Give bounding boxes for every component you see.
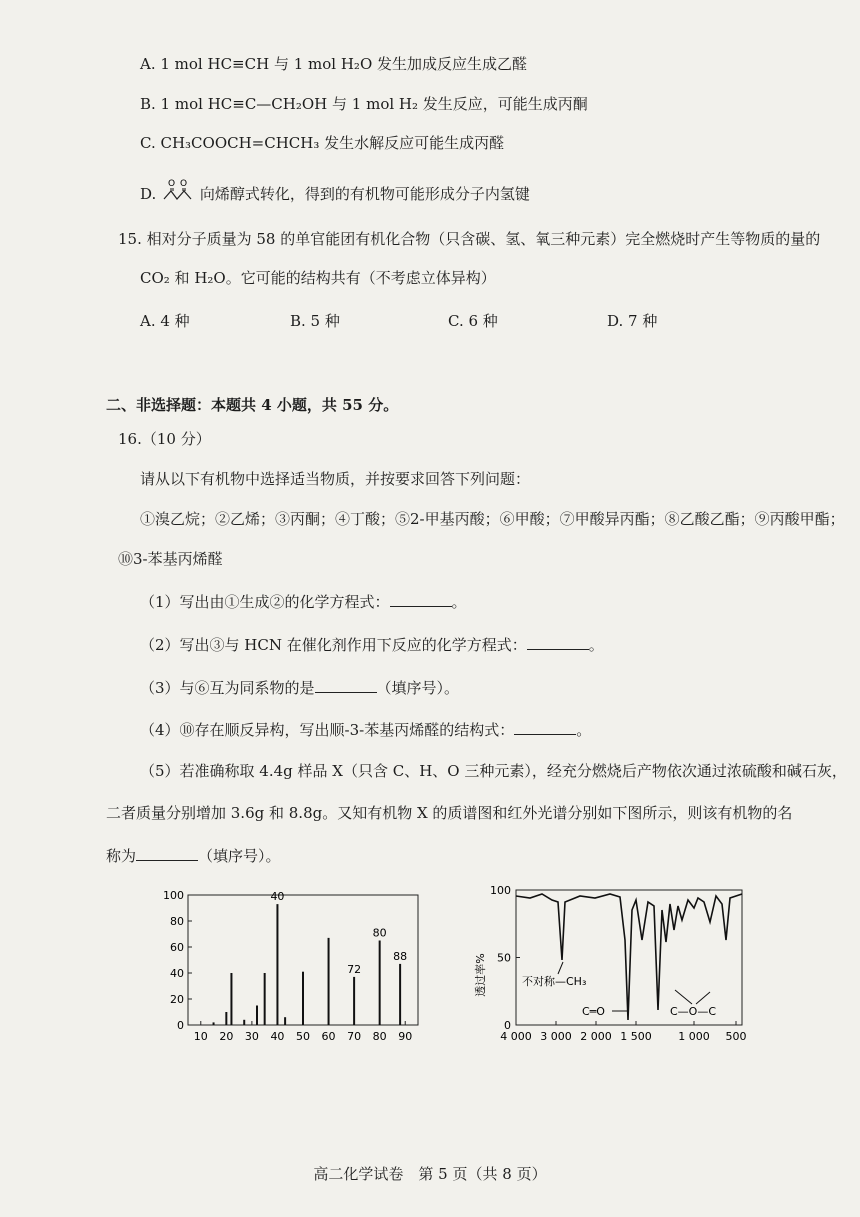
annotation-pointer (558, 962, 563, 974)
mass-spectrum-svg (150, 880, 430, 1050)
peak-label: 88 (393, 949, 408, 963)
y-tick-label: 100 (490, 884, 511, 897)
y-tick-label: 0 (177, 1019, 184, 1032)
diketone-structure (161, 179, 195, 205)
peak-label: 80 (372, 926, 387, 940)
annotation-asym-ch3: 不对称—CH₃ (522, 975, 587, 988)
x-tick-label: 2 000 (580, 1030, 612, 1043)
y-tick-label: 0 (504, 1019, 511, 1032)
ir-spectrum-trace (516, 894, 742, 1020)
answer-blank[interactable] (315, 678, 377, 693)
q16-part1-text: （1）写出由①生成②的化学方程式： (140, 593, 390, 611)
answer-blank[interactable] (136, 846, 198, 861)
q16-part3 (140, 678, 459, 699)
q15-stem-line1: 15. 相对分子质量为 58 的单官能团有机化合物（只含碳、氢、氧三种元素）完全燃烧时产生等物质的量的 (118, 230, 821, 248)
x-tick-label: 60 (321, 1030, 336, 1043)
y-tick-label: 40 (170, 967, 184, 980)
q14-option-a: A. 1 mol HC≡CH 与 1 mol H₂O 发生加成反应生成乙醛 (140, 55, 528, 73)
x-tick-label: 3 000 (540, 1030, 572, 1043)
page-footer: 高二化学试卷 第 5 页（共 8 页） (313, 1165, 547, 1183)
section-two-heading: 二、非选择题：本题共 4 小题，共 55 分。 (106, 396, 399, 414)
q16-part1 (140, 592, 467, 613)
x-tick-label: 90 (398, 1030, 413, 1043)
q15-choice-b: B. 5 种 (290, 312, 340, 330)
x-tick-label: 4 000 (500, 1030, 532, 1043)
q16-part2-text: （2）写出③与 HCN 在催化剂作用下反应的化学方程式： (140, 636, 527, 654)
q16-compound-list-line2: ⑩3-苯基丙烯醛 (118, 550, 223, 568)
mass-spectrum-chart (150, 880, 430, 1054)
q16-part1-end: 。 (451, 593, 467, 611)
x-tick-label: 1 500 (620, 1030, 652, 1043)
q16-part5-tail: （填序号）。 (198, 847, 281, 865)
annotation-pointer (675, 990, 692, 1004)
x-tick-label: 30 (244, 1030, 259, 1043)
answer-blank[interactable] (514, 720, 576, 735)
annotation-ether: C—O—C (670, 1005, 717, 1018)
q15-choice-a: A. 4 种 (140, 312, 190, 330)
q16-intro: 请从以下有机物中选择适当物质，并按要求回答下列问题： (140, 470, 531, 488)
q16-compound-list-line1: ①溴乙烷；②乙烯；③丙酮；④丁酸；⑤2-甲基丙酸；⑥甲酸；⑦甲酸异丙酯；⑧乙酸乙酯；⑨丙酸甲酯； (140, 510, 845, 528)
svg-text:O: O (180, 179, 188, 189)
x-tick-label: 10 (193, 1030, 208, 1043)
q14-option-d-prefix: D. (140, 185, 157, 203)
q16-part2 (140, 635, 604, 656)
q16-part3-text: （3）与⑥互为同系物的是 (140, 679, 315, 697)
q16-part5-line1: （5）若准确称取 4.4g 样品 X（只含 C、H、O 三种元素），经充分燃烧后产物依次通过浓硫酸和碱石灰， (140, 762, 847, 780)
q16-part4-text: （4）⑩存在顺反异构，写出顺-3-苯基丙烯醛的结构式： (140, 721, 515, 739)
y-tick-label: 20 (170, 993, 184, 1006)
annotation-pointer (696, 992, 710, 1004)
q16-part3-tail: （填序号）。 (376, 679, 460, 697)
x-tick-label: 500 (725, 1030, 747, 1043)
x-tick-label: 70 (347, 1030, 362, 1043)
q16-part2-end: 。 (588, 636, 604, 654)
x-tick-label: 1 000 (678, 1030, 710, 1043)
q15-choice-c: C. 6 种 (448, 312, 498, 330)
peak-label: 40 (270, 890, 285, 904)
ir-spectrum-chart (470, 880, 760, 1054)
q16-part5-line2: 二者质量分别增加 3.6g 和 8.8g。又知有机物 X 的质谱图和红外光谱分别如下图所示，则该有机物的名 (106, 804, 793, 822)
q16-part5-line3 (106, 846, 281, 867)
q14-option-b: B. 1 mol HC≡C—CH₂OH 与 1 mol H₂ 发生反应，可能生成丙酮 (140, 95, 588, 113)
q16-part4 (140, 720, 591, 741)
q16-heading: 16.（10 分） (118, 430, 211, 448)
q15-choice-d: D. 7 种 (607, 312, 658, 330)
q15-stem-line2: CO₂ 和 H₂O。它可能的结构共有（不考虑立体异构） (140, 269, 496, 287)
svg-text:O: O (168, 179, 176, 189)
y-axis-label: 透过率% (474, 953, 487, 997)
q16-part4-end: 。 (576, 721, 592, 739)
y-tick-label: 50 (497, 951, 511, 965)
peak-label: 72 (347, 962, 362, 976)
y-tick-label: 60 (170, 941, 184, 954)
q14-option-d (140, 179, 530, 205)
answer-blank[interactable] (390, 592, 452, 607)
answer-blank[interactable] (527, 635, 589, 650)
y-tick-label: 80 (170, 915, 184, 928)
q16-part5-text: 称为 (106, 847, 137, 865)
x-tick-label: 40 (270, 1030, 285, 1043)
x-tick-label: 20 (219, 1030, 234, 1043)
x-tick-label: 80 (372, 1030, 387, 1043)
y-tick-label: 100 (163, 889, 184, 902)
q14-option-d-text: 向烯醇式转化，得到的有机物可能形成分子内氢键 (199, 185, 530, 203)
ir-spectrum-svg (470, 880, 760, 1050)
x-tick-label: 50 (296, 1030, 310, 1043)
annotation-carbonyl: C═O (582, 1005, 605, 1018)
q14-option-c: C. CH₃COOCH=CHCH₃ 发生水解反应可能生成丙醛 (140, 134, 505, 152)
